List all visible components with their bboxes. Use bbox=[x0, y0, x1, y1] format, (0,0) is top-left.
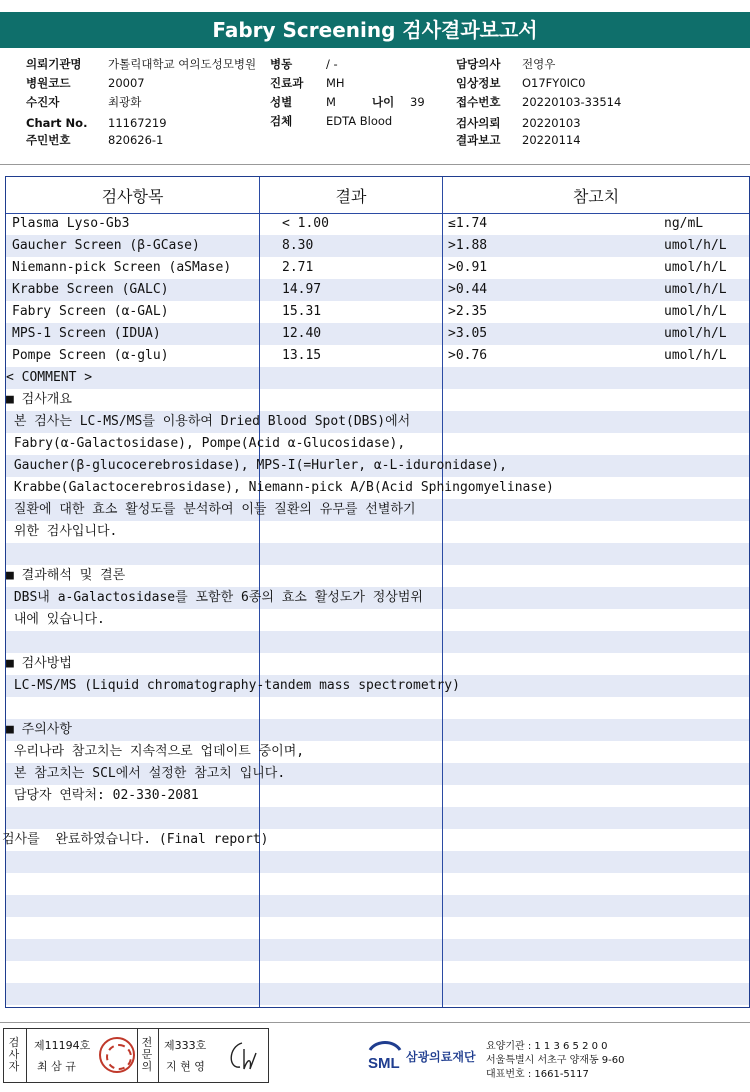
report-date: 20220114 bbox=[522, 133, 581, 147]
reference-range: ≤1.74 bbox=[448, 216, 488, 231]
unit: umol/h/L bbox=[664, 304, 727, 319]
signature-scribble bbox=[224, 1039, 260, 1073]
tester-label: 검사자 bbox=[8, 1036, 20, 1073]
test-result: 14.97 bbox=[282, 282, 322, 297]
test-item: Plasma Lyso-Gb3 bbox=[12, 216, 130, 231]
comment-line: Fabry(α-Galactosidase), Pompe(Acid α-Glucosidase), bbox=[6, 436, 406, 451]
comment-line: 질환에 대한 효소 활성도를 분석하여 이들 질환의 유무를 선별하기 bbox=[6, 502, 416, 517]
sml-logo-icon bbox=[366, 1036, 404, 1072]
tester-name: 최 삼 규 bbox=[37, 1060, 76, 1073]
comment-line: DBS내 a-Galactosidase를 포함한 6종의 효소 활성도가 정상범위 bbox=[6, 590, 423, 605]
test-item: Fabry Screen (α-GAL) bbox=[12, 304, 169, 319]
org-code: 요양기관 : 1 1 3 6 5 2 0 0 bbox=[486, 1041, 608, 1052]
signature-box bbox=[3, 1028, 269, 1083]
test-item: Gaucher Screen (β-GCase) bbox=[12, 238, 200, 253]
header-reference: 참고치 bbox=[572, 187, 620, 206]
test-result: 15.31 bbox=[282, 304, 322, 319]
row-stripe bbox=[6, 807, 749, 829]
request-label: 검사의뢰 bbox=[456, 116, 501, 130]
clinical-value: O17FY0IC0 bbox=[522, 76, 586, 90]
section-heading: ■ 검사개요 bbox=[6, 392, 72, 407]
row-stripe bbox=[6, 719, 749, 741]
test-result: 13.15 bbox=[282, 348, 322, 363]
report-title: Fabry Screening 검사결과보고서 bbox=[0, 12, 750, 48]
section-heading: ■ 주의사항 bbox=[6, 722, 72, 737]
header-result: 결과 bbox=[335, 187, 367, 206]
specialist-license: 제333호 bbox=[164, 1039, 207, 1052]
reference-range: >0.91 bbox=[448, 260, 488, 275]
sex-value: M bbox=[326, 95, 336, 109]
logo-mark: SML bbox=[368, 1055, 400, 1072]
divider bbox=[137, 1029, 138, 1082]
ward-label: 병동 bbox=[270, 57, 293, 71]
doctor-label: 담당의사 bbox=[456, 57, 501, 71]
tester-license: 제11194호 bbox=[34, 1039, 91, 1052]
org-address: 서울특별시 서초구 양재동 9-60 bbox=[486, 1055, 625, 1066]
comment-line: Krabbe(Galactocerebrosidase), Niemann-pick A/B(Acid Sphingomyelinase) bbox=[6, 480, 554, 495]
reference-range: >0.44 bbox=[448, 282, 488, 297]
specialist-label: 전문의 bbox=[141, 1036, 153, 1073]
hospital-value: 가톨릭대학교 여의도성모병원 bbox=[108, 57, 257, 71]
result-table bbox=[2, 176, 750, 1008]
age-value: 39 bbox=[410, 95, 425, 109]
doctor-value: 전영우 bbox=[522, 57, 556, 71]
column-divider bbox=[442, 177, 443, 1007]
specimen-label: 검체 bbox=[270, 114, 293, 128]
row-stripe bbox=[6, 983, 749, 1005]
section-heading: ■ 결과해석 및 결론 bbox=[6, 568, 126, 583]
dept-label: 진료과 bbox=[270, 76, 304, 90]
row-stripe bbox=[6, 851, 749, 873]
comment-line: 위한 검사입니다. bbox=[6, 524, 118, 539]
chart-value: 11167219 bbox=[108, 116, 167, 130]
comment-line: LC-MS/MS (Liquid chromatography-tandem mass spectrometry) bbox=[6, 678, 460, 693]
row-stripe bbox=[6, 367, 749, 389]
unit: ng/mL bbox=[664, 216, 704, 231]
comment-line: 본 검사는 LC-MS/MS를 이용하여 Dried Blood Spot(DBS)에서 bbox=[6, 414, 411, 429]
rrn-value: 820626-1 bbox=[108, 133, 164, 147]
age-label: 나이 bbox=[372, 95, 395, 109]
comment-line: Gaucher(β-glucocerebrosidase), MPS-I(=Hurler, α-L-iduronidase), bbox=[6, 458, 507, 473]
test-item: Niemann-pick Screen (aSMase) bbox=[12, 260, 232, 275]
comment-line: 담당자 연락처: 02-330-2081 bbox=[6, 788, 199, 803]
header-test-item: 검사항목 bbox=[101, 187, 164, 206]
seal-stamp bbox=[99, 1037, 135, 1073]
hospital-code-value: 20007 bbox=[108, 76, 145, 90]
chart-label: Chart No. bbox=[26, 116, 88, 130]
unit: umol/h/L bbox=[664, 348, 727, 363]
row-stripe bbox=[6, 895, 749, 917]
section-heading: ■ 검사방법 bbox=[6, 656, 72, 671]
reference-range: >3.05 bbox=[448, 326, 488, 341]
row-stripe bbox=[6, 543, 749, 565]
test-result: < 1.00 bbox=[282, 216, 329, 231]
ward-value: / - bbox=[326, 57, 338, 71]
row-stripe bbox=[6, 939, 749, 961]
specialist-name: 지 현 영 bbox=[166, 1060, 205, 1073]
reference-range: >1.88 bbox=[448, 238, 488, 253]
table-header bbox=[6, 177, 749, 214]
sex-label: 성별 bbox=[270, 95, 293, 109]
reference-range: >2.35 bbox=[448, 304, 488, 319]
org-phone: 대표번호 : 1661-5117 bbox=[486, 1069, 589, 1080]
specimen-value: EDTA Blood bbox=[326, 114, 393, 128]
reference-range: >0.76 bbox=[448, 348, 488, 363]
divider bbox=[158, 1029, 159, 1082]
comment-line: < COMMENT > bbox=[6, 370, 93, 385]
dept-value: MH bbox=[326, 76, 345, 90]
divider bbox=[0, 164, 750, 165]
rrn-label: 주민번호 bbox=[26, 133, 71, 147]
clinical-label: 임상정보 bbox=[456, 76, 501, 90]
report-label: 결과보고 bbox=[456, 133, 501, 147]
unit: umol/h/L bbox=[664, 238, 727, 253]
test-item: Pompe Screen (α-glu) bbox=[12, 348, 169, 363]
hospital-code-label: 병원코드 bbox=[26, 76, 71, 90]
test-item: MPS-1 Screen (IDUA) bbox=[12, 326, 161, 341]
unit: umol/h/L bbox=[664, 282, 727, 297]
comment-line: 내에 있습니다. bbox=[6, 612, 105, 627]
unit: umol/h/L bbox=[664, 326, 727, 341]
comment-line: 본 참고치는 SCL에서 설정한 참고치 입니다. bbox=[6, 766, 286, 781]
patient-value: 최광화 bbox=[108, 95, 142, 109]
hospital-label: 의뢰기관명 bbox=[26, 57, 82, 71]
request-date: 20220103 bbox=[522, 116, 581, 130]
unit: umol/h/L bbox=[664, 260, 727, 275]
comment-line: 검사를 완료하였습니다. (Final report) bbox=[2, 832, 269, 847]
divider bbox=[0, 1022, 750, 1023]
patient-label: 수진자 bbox=[26, 95, 60, 109]
org-name: 삼광의료재단 bbox=[406, 1050, 476, 1064]
receipt-label: 접수번호 bbox=[456, 95, 501, 109]
test-item: Krabbe Screen (GALC) bbox=[12, 282, 169, 297]
comment-line: 우리나라 참고치는 지속적으로 업데이트 중이며, bbox=[6, 744, 305, 759]
test-result: 12.40 bbox=[282, 326, 322, 341]
receipt-value: 20220103-33514 bbox=[522, 95, 622, 109]
test-result: 2.71 bbox=[282, 260, 314, 275]
test-result: 8.30 bbox=[282, 238, 314, 253]
divider bbox=[26, 1029, 27, 1082]
row-stripe bbox=[6, 631, 749, 653]
